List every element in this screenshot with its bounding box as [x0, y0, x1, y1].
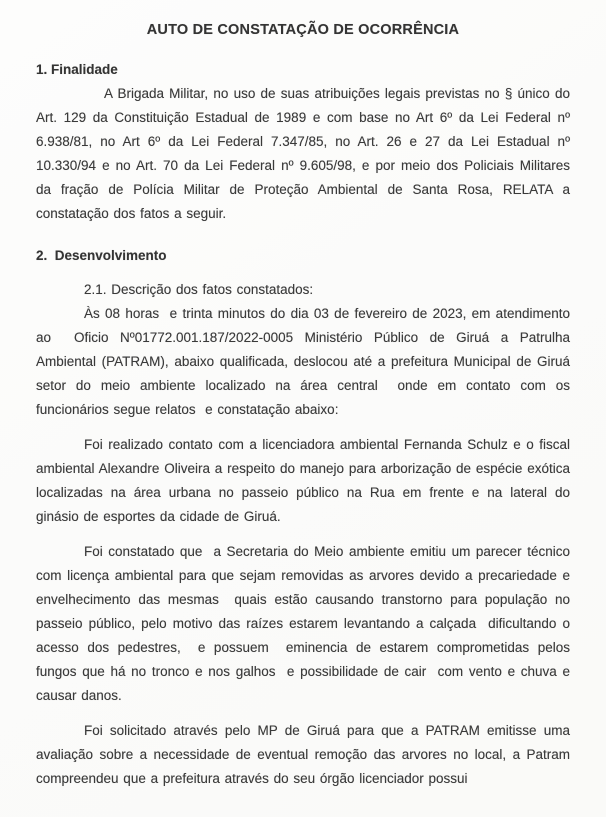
document-title: AUTO DE CONSTATAÇÃO DE OCORRÊNCIA	[146, 22, 460, 38]
paragraph-parecer-tecnico: Foi constatado que a Secretaria do Meio ambiente emitiu um parecer técnico com licença ambiental para que sejam removidas as arvores devido a precariedade e envelhecimento das mesmas quais estão causando transtorno para população no passeio público, pelo motivo das raízes estarem levantando a calçada dificultando o acesso dos pedestres, e possuem eminencia de estarem comprometidas pelos fungos que há no tronco e nos galhos e possibilidade de cair com vento e chuva e causar danos.	[36, 544, 575, 703]
subheading-descricao-fatos: 2.1. Descrição dos fatos constatados:	[84, 282, 314, 297]
paragraph-finalidade: A Brigada Militar, no uso de suas atribuições legais previstas no § único do Art. 129 da Constituição Estadual de 1989 e com base no Art 6º da Lei Federal nº 6.938/81, no Art 6º da Lei Federal 7.347/85, no Art. 26 e 27 da Lei Estadual nº 10.330/94 e no Art. 70 da Lei Federal nº 9.605/98, e por meio dos Policiais Militares da fração de Polícia Militar de Proteção Ambiental de Santa Rosa, RELATA a constatação dos fatos a seguir.	[36, 86, 575, 221]
paragraph-descricao-atendimento: Às 08 horas e trinta minutos do dia 03 de fevereiro de 2023, em atendimento ao Oficio Nº01772.001.187/2022-0005 Ministério Público de Giruá a Patrulha Ambiental (PATRAM), abaixo qualificada, deslocou até a prefeitura Municipal de Giruá setor do meio ambiente localizado na área central onde em contato com os funcionários segue relatos e constatação abaixo:	[36, 306, 575, 417]
paragraph-contato-licenciadora: Foi realizado contato com a licenciadora ambiental Fernanda Schulz e o fiscal ambiental Alexandre Oliveira a respeito do manejo para arborização de espécie exótica localizadas na área urbana no passeio público na Rua em frente e na lateral do ginásio de esportes da cidade de Giruá.	[36, 437, 580, 524]
section-heading-finalidade: 1. Finalidade	[36, 62, 118, 77]
paragraph-solicitacao-mp: Foi solicitado através pelo MP de Giruá para que a PATRAM emitisse uma avaliação sobre a necessidade de eventual remoção das arvores no local, a Patram compreendeu que a prefeitura através do seu órgão licenciador possui	[36, 723, 575, 786]
section-heading-desenvolvimento: 2. Desenvolvimento	[36, 248, 167, 263]
